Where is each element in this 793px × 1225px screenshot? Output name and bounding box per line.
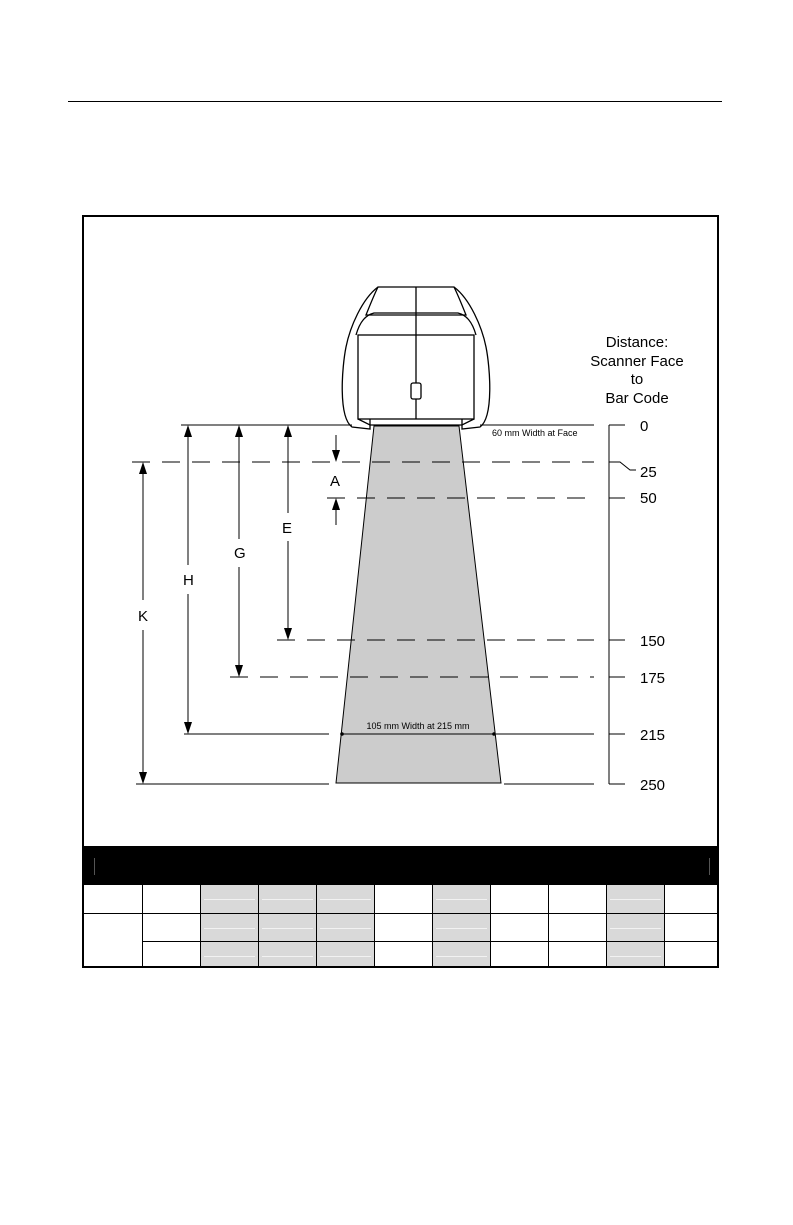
table-cell: [317, 942, 375, 968]
table-cell: [259, 914, 317, 942]
far-width-label: 105 mm Width at 215 mm: [366, 721, 470, 731]
header-divider: [709, 858, 710, 875]
table-header-band: [84, 846, 719, 885]
table-cell: [549, 914, 607, 942]
table-cell: [549, 942, 607, 968]
dimension-arrows: [139, 425, 340, 784]
table-cell: [665, 885, 719, 914]
table-cell: [607, 942, 665, 968]
scale-tick-labels: [640, 418, 665, 794]
distance-heading-line: Scanner Face: [590, 353, 684, 370]
dim-label-a: A: [330, 473, 341, 490]
cell-highlight: [436, 956, 487, 957]
table-cell: [201, 942, 259, 968]
cell-highlight: [610, 899, 661, 900]
dim-label-k: K: [138, 608, 149, 625]
table-cell: [491, 942, 549, 968]
table-cell: [259, 885, 317, 914]
cell-highlight: [204, 928, 255, 929]
scale-tick: 250: [640, 777, 666, 794]
table-cell: [665, 942, 719, 968]
distance-heading-line: Bar Code: [605, 390, 669, 407]
distance-heading-line: Distance:: [605, 334, 669, 351]
depth-of-field-diagram: [84, 217, 719, 847]
cell-highlight: [320, 928, 371, 929]
scale-tick: 50: [640, 490, 657, 507]
scanner-head-icon: [342, 287, 490, 429]
table-cell: [317, 885, 375, 914]
cell-highlight: [204, 956, 255, 957]
scale-tick: 25: [640, 464, 657, 481]
table-cell: [375, 914, 433, 942]
dim-label-g: G: [234, 545, 246, 562]
table-label-cell: [84, 885, 143, 914]
table-cell: [433, 942, 491, 968]
table-cell: [433, 914, 491, 942]
table-cell: [259, 942, 317, 968]
face-width-label: 60 mm Width at Face: [492, 428, 578, 438]
table-cell: [433, 885, 491, 914]
table-cell: [607, 885, 665, 914]
cell-highlight: [610, 956, 661, 957]
dim-label-e: E: [282, 520, 293, 537]
dim-label-h: H: [183, 572, 194, 589]
cell-highlight: [320, 899, 371, 900]
cell-highlight: [204, 899, 255, 900]
table-cell: [143, 942, 201, 968]
table-cell: [665, 914, 719, 942]
scale-tick: 150: [640, 633, 666, 650]
table-cell: [491, 885, 549, 914]
cell-highlight: [320, 956, 371, 957]
cell-highlight: [262, 899, 313, 900]
table-cell: [201, 885, 259, 914]
header-divider: [94, 858, 95, 875]
table-cell: [317, 914, 375, 942]
table-cell: [375, 885, 433, 914]
table-cell: [375, 942, 433, 968]
scale-tick: 0: [640, 418, 649, 435]
distance-heading: [590, 334, 683, 407]
cell-highlight: [262, 956, 313, 957]
scale-tick: 175: [640, 670, 666, 687]
table-cell: [143, 885, 201, 914]
cell-highlight: [610, 928, 661, 929]
table-cell: [201, 914, 259, 942]
header-rule: [68, 101, 722, 102]
table-label-cell: [84, 914, 143, 968]
range-table: [84, 885, 719, 968]
table-cell: [607, 914, 665, 942]
table-cell: [143, 914, 201, 942]
table-cell: [549, 885, 607, 914]
table-cell: [491, 914, 549, 942]
cell-highlight: [262, 928, 313, 929]
distance-heading-line: to: [630, 371, 644, 388]
scan-range-figure: [82, 215, 719, 968]
cell-highlight: [436, 899, 487, 900]
scale-tick: 215: [640, 727, 666, 744]
distance-scale: [609, 425, 636, 784]
cell-highlight: [436, 928, 487, 929]
